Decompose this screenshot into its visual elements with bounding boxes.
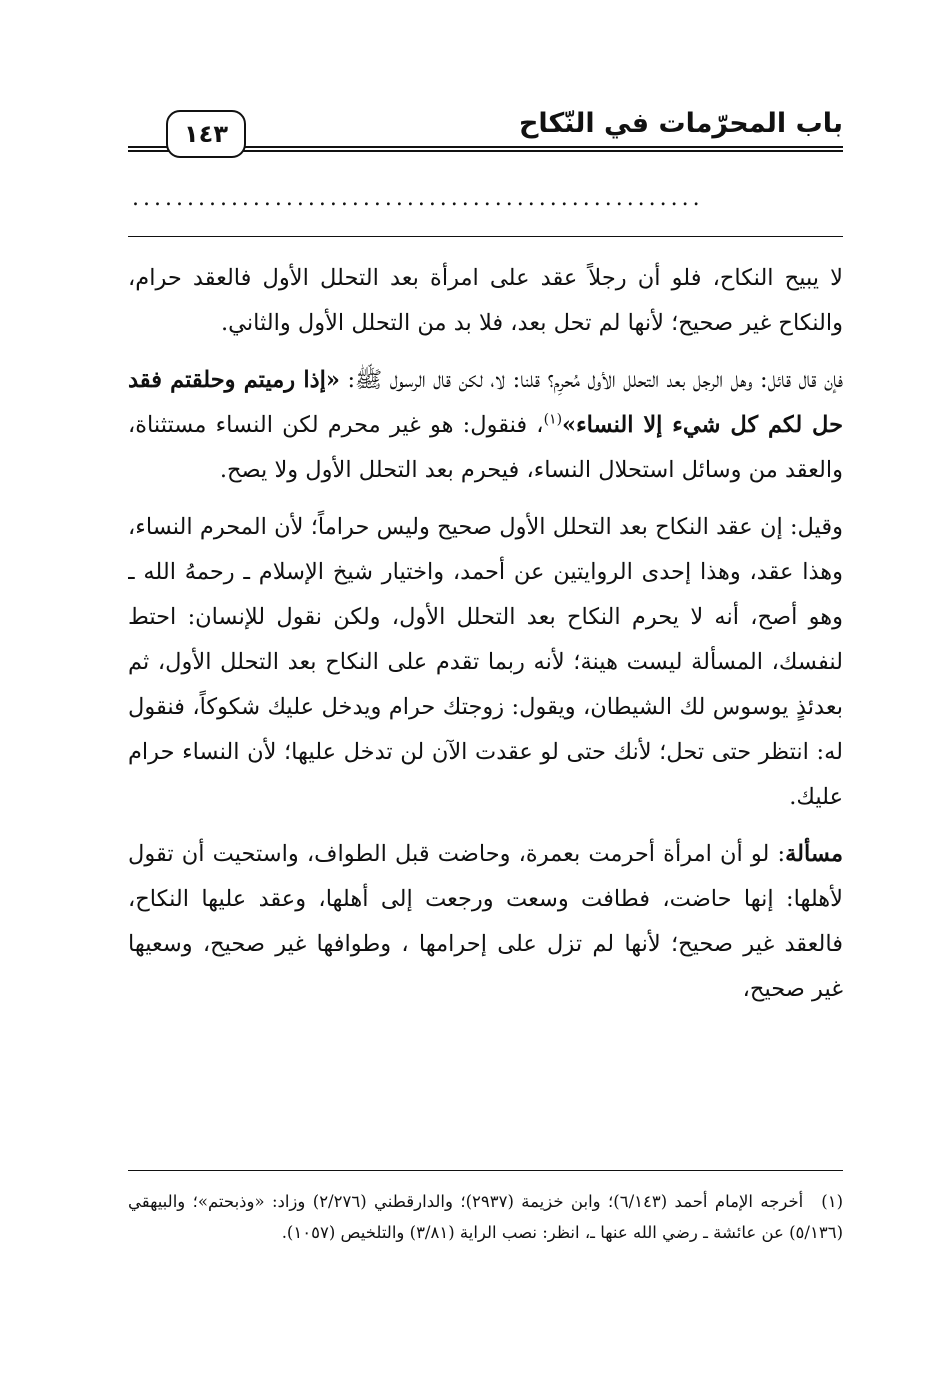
issue-label: مسألة — [785, 841, 843, 867]
dotted-separator: .................................................... — [132, 186, 704, 211]
footnote-text: أخرجه الإمام أحمد (٦/١٤٣)؛ وابن خزيمة (٢٩٣٧)؛ والدارقطني (٢/٢٧٦) وزاد: «وذبحتم»؛ والبيهقي (٥/١٣٦) عن عائشة ـ رضي الله عنها ـ، انظر: نصب الراية (٣/٨١) والتلخيص (١٠٥٧). — [128, 1192, 843, 1242]
footnote — [128, 1186, 843, 1248]
main-text — [128, 256, 843, 1160]
footnote-reference: (١) — [543, 411, 563, 428]
paragraph-2-intro: فإن قال قائل: وهل الرجل بعد التحلل الأول مُحرِم؟ قلنا: لا، لكن قال الرسول ﷺ: — [339, 367, 843, 393]
paragraph-2-rest: ، فنقول: هو غير محرم لكن النساء مستثناة، والعقد من وسائل استحلال النساء، فيحرم بعد التحلل الأول ولا يصح. — [128, 412, 843, 483]
paragraph-4 — [128, 832, 843, 1012]
paragraph-1: لا يبيح النكاح، فلو أن رجلاً عقد على امرأة بعد التحلل الأول فالعقد حرام، والنكاح غير صحيح؛ لأنها لم تحل بعد، فلا بد من التحلل الأول والثاني. — [128, 265, 843, 336]
footnote-marker: (١) — [821, 1192, 843, 1211]
hadith-quote: «إذا رميتم وحلقتم فقد حل لكم كل شيء إلا النساء» — [128, 367, 843, 438]
paragraph-3: وقيل: إن عقد النكاح بعد التحلل الأول صحيح وليس حراماً؛ لأن المحرم النساء، وهذا عقد، وهذا إحدى الروايتين عن أحمد، واختيار شيخ الإسلام ـ رحمهُ الله ـ وهو أصح، أنه لا يحرم النكاح بعد التحلل الأول، ولكن نقول للإنسان: احتط لنفسك، المسألة ليست هينة؛ لأنه ربما تقدم على النكاح بعد التحلل الأول، ثم بعدئذٍ يوسوس لك الشيطان، ويقول: زوجتك حرام ويدخل عليك شكوكاً، فنقول له: انتظر حتى تحل؛ لأنك حتى لو عقدت الآن لن تدخل عليها؛ لأن النساء حرام عليك. — [128, 514, 843, 810]
footnote-rule — [128, 1170, 843, 1171]
paragraph-4-rest: : لو أن امرأة أحرمت بعمرة، وحاضت قبل الطواف، واستحيت أن تقول لأهلها: إنها حاضت، فطافت وسعت ورجعت إلى أهلها، وعقد عليها النكاح، فالعقد غير صحيح؛ لأنها لم تزل على إحرامها ، وطوافها غير صحيح، وسعيها غير صحيح، — [128, 841, 843, 1002]
page-header — [128, 100, 843, 160]
running-title: باب المحرّمات في النّكاح — [518, 108, 843, 139]
paragraph-2 — [128, 358, 843, 493]
page-number: ١٤٣ — [166, 110, 246, 158]
top-rule — [128, 236, 843, 237]
